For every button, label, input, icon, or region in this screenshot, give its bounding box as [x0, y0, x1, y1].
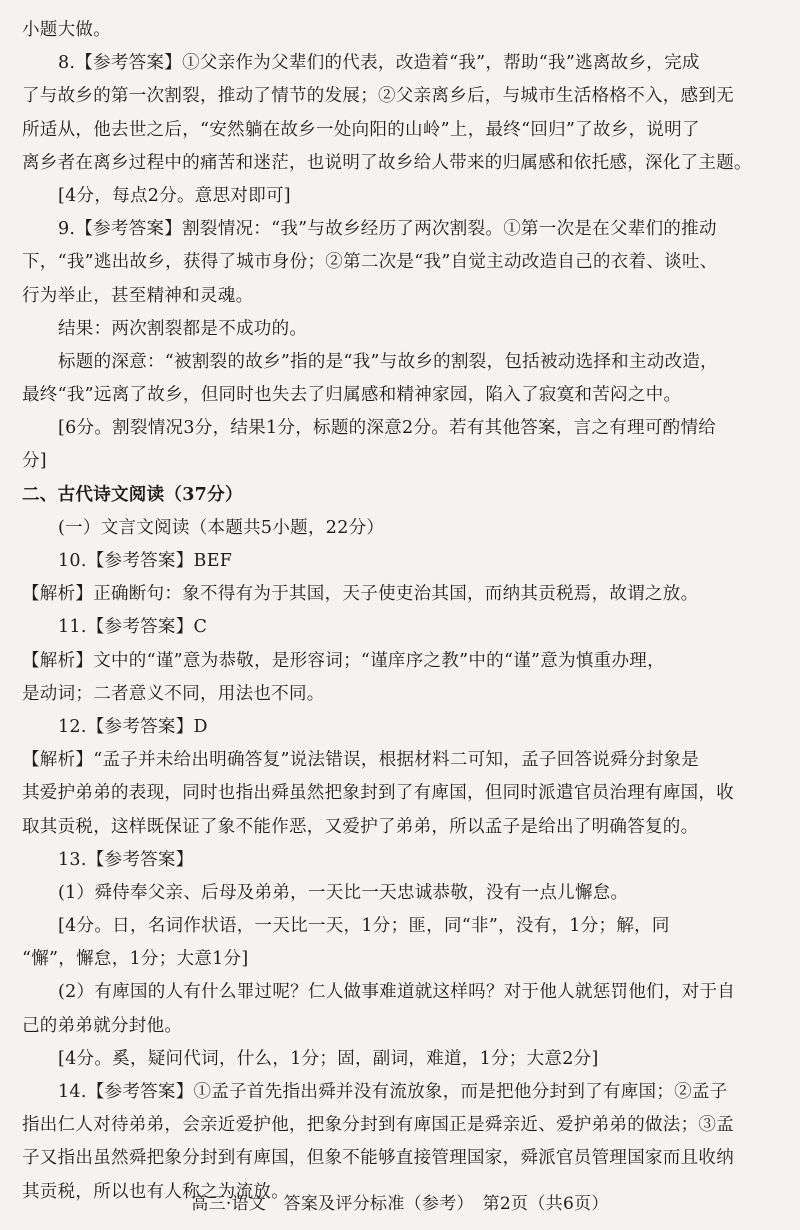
text-line: 离乡者在离乡过程中的痛苦和迷茫，也说明了故乡给人带来的归属感和依托感，深化了主题。	[22, 152, 752, 173]
page-footer: 高三·语文 答案及评分标准（参考） 第2页（共6页）	[191, 1194, 609, 1214]
text-line: [6分。割裂情况3分，结果1分，标题的深意2分。若有其他答案，言之有理可酌情给	[58, 418, 717, 439]
text-line: 9.【参考答案】割裂情况：“我”与故乡经历了两次割裂。①第一次是在父辈们的推动	[58, 219, 717, 240]
text-line: 其贡税，所以也有人称之为流放。	[22, 1181, 289, 1202]
text-line: 10.【参考答案】BEF	[58, 551, 233, 571]
text-line: 指出仁人对待弟弟，会亲近爱护他，把象分封到有庳国正是舜亲近、爱护弟弟的做法；③孟	[22, 1115, 734, 1136]
text-line: 标题的深意：“被割裂的故乡”指的是“我”与故乡的割裂，包括被动选择和主动改造，	[58, 351, 718, 372]
text-line: (一）文言文阅读（本题共5小题，22分）	[58, 517, 385, 538]
section-heading: 二、古代诗文阅读（37分）	[22, 484, 243, 505]
text-line: [4分。奚，疑问代词，什么，1分；固，副词，难道，1分；大意2分]	[58, 1048, 599, 1069]
text-line: 【解析】文中的“谨”意为恭敬，是形容词；“谨庠序之教”中的“谨”意为慎重办理，	[22, 650, 665, 671]
text-line: [4分。日，名词作状语，一天比一天，1分；匪，同“非”，没有，1分；解，同	[58, 916, 670, 937]
answer-content	[22, 14, 776, 1209]
text-line: “懈”，懈怠，1分；大意1分]	[22, 949, 249, 970]
text-line: 【解析】“孟子并未给出明确答复”说法错误，根据材料二可知，孟子回答说舜分封象是	[22, 750, 700, 771]
text-line: 最终“我”远离了故乡，但同时也失去了归属感和精神家园，陷入了寂寞和苦闷之中。	[22, 385, 682, 406]
text-line: 取其贡税，这样既保证了象不能作恶，又爱护了弟弟，所以孟子是给出了明确答复的。	[22, 816, 699, 837]
text-line: 其爱护弟弟的表现，同时也指出舜虽然把象封到了有庳国，但同时派遣官员治理有庳国，收	[22, 783, 734, 804]
text-line: 小题大做。	[22, 20, 111, 40]
text-line: [4分，每点2分。意思对即可]	[58, 185, 291, 206]
text-line: 分]	[22, 451, 47, 472]
text-line: 11.【参考答案】C	[58, 617, 208, 638]
text-line: (2）有庳国的人有什么罪过呢？仁人做事难道就这样吗？对于他人就惩罚他们，对于自	[58, 982, 736, 1003]
text-line: (1）舜侍奉父亲、后母及弟弟，一天比一天忠诚恭敬，没有一点儿懈怠。	[58, 882, 629, 903]
text-line: 是动词；二者意义不同，用法也不同。	[22, 683, 325, 704]
text-line: 了与故乡的第一次割裂，推动了情节的发展；②父亲离乡后，与城市生活格格不入，感到无	[22, 86, 734, 107]
text-line: 13.【参考答案】	[58, 849, 194, 870]
text-line: 12.【参考答案】D	[58, 716, 208, 737]
text-line: 结果：两次割裂都是不成功的。	[58, 318, 308, 339]
text-line: 8.【参考答案】①父亲作为父辈们的代表，改造着“我”，帮助“我”逃离故乡，完成	[58, 53, 700, 74]
text-line: 所适从，他去世之后，“安然躺在故乡一处向阳的山岭”上，最终“回归”了故乡，说明了	[22, 119, 700, 140]
text-line: 己的弟弟就分封他。	[22, 1015, 183, 1036]
text-line: 行为举止，甚至精神和灵魂。	[22, 285, 254, 306]
text-line: 子又指出虽然舜把象分封到有庳国，但象不能够直接管理国家，舜派官员管理国家而且收纳	[22, 1148, 734, 1169]
text-line: 【解析】正确断句：象不得有为于其国，天子使吏治其国，而纳其贡税焉，故谓之放。	[22, 584, 699, 605]
text-line: 14.【参考答案】①孟子首先指出舜并没有流放象，而是把他分封到了有庳国；②孟子	[58, 1082, 728, 1102]
text-line: 下，“我”逃出故乡，获得了城市身份；②第二次是“我”自觉主动改造自己的衣着、谈吐、	[22, 252, 718, 273]
